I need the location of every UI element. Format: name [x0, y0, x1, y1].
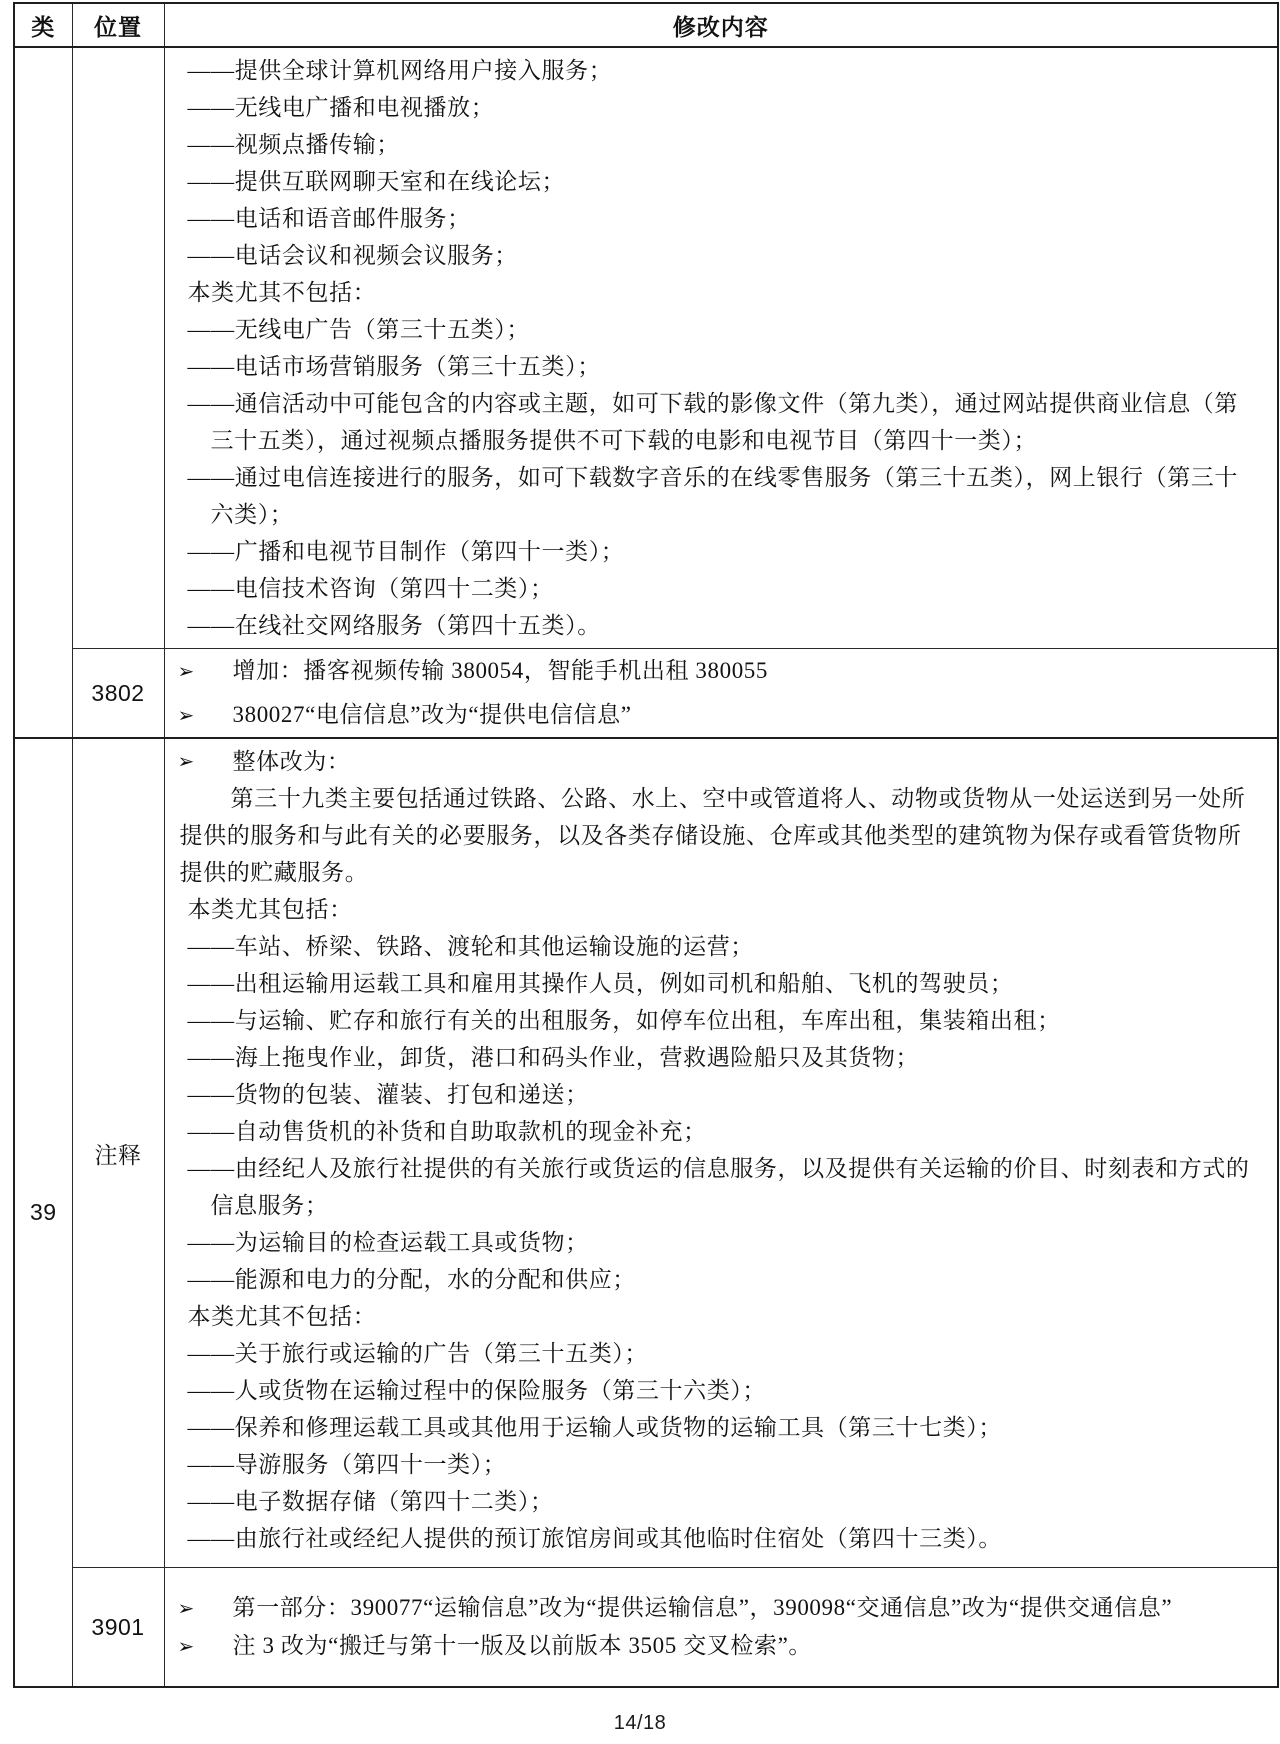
- bullet-arrow-icon: ➢: [177, 1596, 195, 1620]
- bullet-arrow-icon: ➢: [177, 749, 195, 773]
- bullet-arrow-icon: ➢: [177, 703, 195, 727]
- content-line-bullet: [177, 649, 1262, 693]
- content-line-dash: ——在线社交网络服务（第四十五类）。: [187, 613, 601, 638]
- content-line-dash: ——保养和修理运载工具或其他用于运输人或货物的运输工具（第三十七类）；: [187, 1415, 1002, 1440]
- content-cell-class39-notes: [164, 738, 1278, 1568]
- content-line-dash: ——视频点播传输；: [187, 132, 400, 157]
- content-line-dash: ——提供互联网聊天室和在线论坛；: [187, 169, 566, 194]
- content-line-dash: ——电子数据存储（第四十二类）；: [187, 1489, 554, 1514]
- bullet-text: 注 3 改为“搬迁与第十一版及以前版本 3505 交叉检索”。: [232, 1633, 813, 1658]
- content-line-dash: ——与运输、贮存和旅行有关的出租服务，如停车位出租，车库出租，集装箱出租；: [187, 1008, 1061, 1033]
- revision-table: [13, 2, 1279, 1688]
- content-line-dash: ——能源和电力的分配，水的分配和供应；: [187, 1267, 636, 1292]
- content-line-dash: ——车站、桥梁、铁路、渡轮和其他运输设施的运营；: [187, 934, 754, 959]
- table-row: [14, 649, 1278, 739]
- content-line-dash: ——由经纪人及旅行社提供的有关旅行或货运的信息服务，以及提供有关运输的价目、时刻表和方式的信息服务；: [187, 1156, 1250, 1218]
- content-line-label: 本类尤其不包括：: [187, 1304, 377, 1329]
- content-line-dash: ——提供全球计算机网络用户接入服务；: [187, 58, 613, 83]
- content-line-dash: ——关于旅行或运输的广告（第三十五类）；: [187, 1341, 648, 1366]
- document-page: [0, 2, 1280, 1744]
- column-header-content: 修改内容: [164, 3, 1278, 47]
- content-line-dash: ——广播和电视节目制作（第四十一类）；: [187, 539, 625, 564]
- content-line-dash: ——通信活动中可能包含的内容或主题，如可下载的影像文件（第九类），通过网站提供商业信息（第三十五类），通过视频点播服务提供不可下载的电影和电视节目（第四十一类）；: [187, 391, 1238, 453]
- content-line-bullet: [177, 693, 1262, 737]
- content-line-dash: ——无线电广播和电视播放；: [187, 95, 495, 120]
- content-line-dash: ——由旅行社或经纪人提供的预订旅馆房间或其他临时住宿处（第四十三类）。: [187, 1526, 1002, 1551]
- content-line-label: 本类尤其包括：: [187, 897, 353, 922]
- class-cell-39: 39: [14, 738, 72, 1687]
- content-line-dash: ——为运输目的检查运载工具或货物；: [187, 1230, 589, 1255]
- position-cell-continuation: [72, 47, 164, 649]
- content-line-dash: ——海上拖曳作业，卸货，港口和码头作业，营救遇险船只及其货物；: [187, 1045, 920, 1070]
- page-number: 14/18: [613, 1712, 667, 1734]
- content-line-dash: ——无线电广告（第三十五类）；: [187, 317, 530, 342]
- content-cell-class38-notes: [164, 47, 1278, 649]
- bullet-text: 380027“电信信息”改为“提供电信信息”: [232, 702, 632, 727]
- content-line-dash: ——电话市场营销服务（第三十五类）；: [187, 354, 601, 379]
- column-header-class: 类: [14, 3, 72, 47]
- content-line-dash: ——电信技术咨询（第四十二类）；: [187, 576, 554, 601]
- content-line-dash: ——电话会议和视频会议服务；: [187, 243, 518, 268]
- table-header-row: [14, 3, 1278, 47]
- content-line-dash: ——人或货物在运输过程中的保险服务（第三十六类）；: [187, 1378, 766, 1403]
- bullet-text: 整体改为：: [232, 749, 351, 774]
- content-line-dash: ——通过电信连接进行的服务，如可下载数字音乐的在线零售服务（第三十五类），网上银行（第三十六类）；: [187, 465, 1238, 527]
- content-line-label: 本类尤其不包括：: [187, 280, 377, 305]
- table-row: [14, 47, 1278, 649]
- bullet-arrow-icon: ➢: [177, 1634, 195, 1658]
- content-line-bullet: [177, 1627, 1262, 1665]
- content-line-dash: ——出租运输用运载工具和雇用其操作人员，例如司机和船舶、飞机的驾驶员；: [187, 971, 1014, 996]
- position-cell-3802: 3802: [72, 649, 164, 739]
- position-cell-3901: 3901: [72, 1568, 164, 1688]
- content-line-dash: ——自动售货机的补货和自助取款机的现金补充；: [187, 1119, 707, 1144]
- content-line-dash: ——电话和语音邮件服务；: [187, 206, 471, 231]
- content-line-para: 第三十九类主要包括通过铁路、公路、水上、空中或管道将人、动物或货物从一处运送到另一处所提供的服务和与此有关的必要服务，以及各类存储设施、仓库或其他类型的建筑物为保存或看管货物所提供的贮藏服务。: [179, 786, 1246, 885]
- table-row: [14, 1568, 1278, 1688]
- content-line-bullet: [177, 743, 1262, 780]
- content-cell-3901: [164, 1568, 1278, 1688]
- column-header-position: 位置: [72, 3, 164, 47]
- content-cell-3802: [164, 649, 1278, 739]
- bullet-text: 第一部分：390077“运输信息”改为“提供运输信息”，390098“交通信息”改为“提供交通信息”: [232, 1595, 1173, 1620]
- content-line-dash: ——导游服务（第四十一类）；: [187, 1452, 507, 1477]
- position-cell-note: 注释: [72, 738, 164, 1568]
- class-cell-continuation: [14, 47, 72, 738]
- table-row: [14, 738, 1278, 1568]
- bullet-arrow-icon: ➢: [177, 659, 195, 683]
- content-line-dash: ——货物的包装、灌装、打包和递送；: [187, 1082, 589, 1107]
- content-line-bullet: [177, 1589, 1262, 1627]
- bullet-text: 增加：播客视频传输 380054，智能手机出租 380055: [232, 658, 768, 683]
